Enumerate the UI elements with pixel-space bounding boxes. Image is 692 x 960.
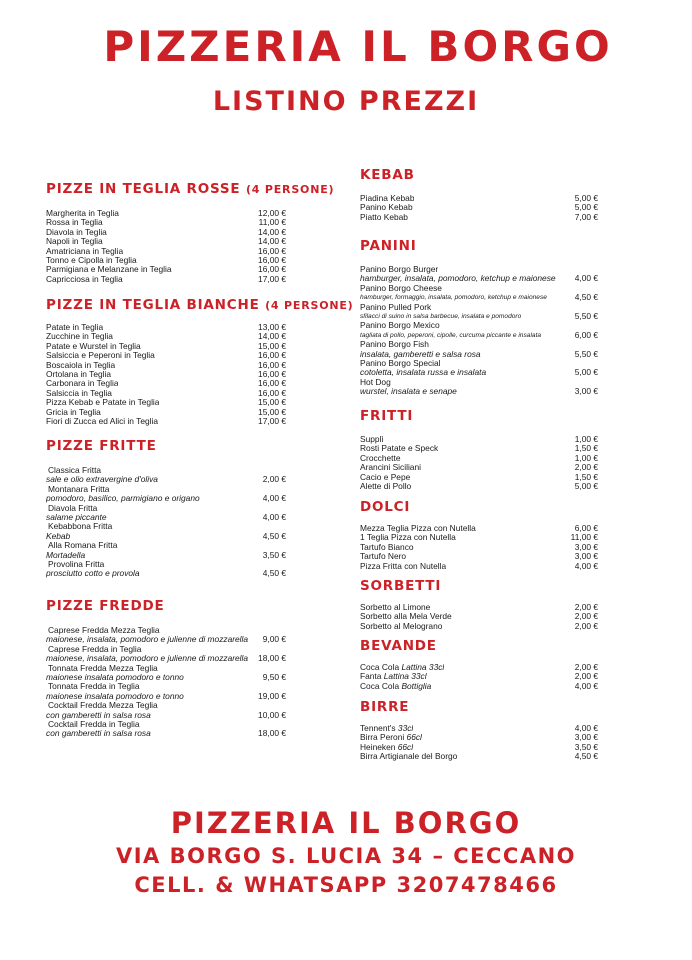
item-name: Zucchine in Teglia xyxy=(46,332,113,342)
item-price: 11,00 € xyxy=(258,217,286,228)
item-name: Napoli in Teglia xyxy=(46,237,103,247)
item-price: 5,50 € xyxy=(574,348,598,359)
item-price: 2,00 € xyxy=(574,671,598,682)
menu-item xyxy=(360,743,598,752)
item-name: Carbonara in Teglia xyxy=(46,379,119,389)
item-price: 18,00 € xyxy=(258,653,286,664)
item-price: 4,50 € xyxy=(574,751,598,762)
section-title: PIZZE IN TEGLIA BIANCHE (4 PERSONE) xyxy=(46,297,354,313)
item-price: 3,00 € xyxy=(574,551,598,562)
section-pizze-fredde xyxy=(46,597,286,739)
item-name: Coca Cola xyxy=(360,681,400,691)
item-name: Arancini Siciliani xyxy=(360,463,421,473)
item-name-group xyxy=(360,682,431,691)
item-price: 14,00 € xyxy=(258,236,286,247)
item-name: Heineken xyxy=(360,742,396,752)
item-description: con gamberetti in salsa rosa xyxy=(46,729,151,739)
item-description: maionese, insalata, pomodoro e julienne di mozzarella xyxy=(46,635,249,645)
item-price: 16,00 € xyxy=(258,350,286,361)
item-name: Tonnata Fredda Mezza Teglia xyxy=(48,662,158,673)
item-name: Fanta xyxy=(360,672,382,682)
item-name: Patate in Teglia xyxy=(46,322,104,332)
section-title: PIZZE FREDDE xyxy=(46,598,165,614)
menu-item xyxy=(46,408,286,417)
menu-item xyxy=(46,342,286,351)
item-price: 3,00 € xyxy=(574,541,598,552)
item-description: prosciutto cotto e provola xyxy=(46,569,140,579)
item-price: 16,00 € xyxy=(258,359,286,370)
item-price: 18,00 € xyxy=(258,728,286,739)
section-birre xyxy=(360,698,598,762)
item-price: 4,50 € xyxy=(262,530,286,541)
menu-item xyxy=(46,389,286,398)
item-price: 16,00 € xyxy=(258,264,286,275)
section-bevande xyxy=(360,637,598,691)
item-name: 1 Teglia Pizza con Nutella xyxy=(360,533,456,543)
item-name: Panino Borgo Mexico xyxy=(360,320,440,331)
item-description: hamburger, insalata, pomodoro, ketchup e maionese xyxy=(360,274,556,284)
item-description: cotoletta, insalata russa e insalata xyxy=(360,368,487,378)
item-description-row xyxy=(46,569,286,578)
item-description: con gamberetti in salsa rosa xyxy=(46,710,151,720)
item-name: Tartufo Nero xyxy=(360,552,407,562)
page-subtitle: LISTINO PREZZI xyxy=(212,86,480,117)
item-size: 66cl xyxy=(397,742,414,752)
item-price: 4,00 € xyxy=(574,560,598,571)
item-price: 9,00 € xyxy=(262,634,286,645)
item-price: 5,00 € xyxy=(574,202,598,213)
item-price: 7,00 € xyxy=(574,211,598,222)
section-sorbetti xyxy=(360,577,598,631)
item-price: 1,00 € xyxy=(574,433,598,444)
item-name: Patate e Wurstel in Teglia xyxy=(46,341,141,351)
menu-item xyxy=(360,752,598,761)
item-name: Alla Romana Fritta xyxy=(48,540,118,551)
item-price: 4,00 € xyxy=(262,511,286,522)
menu-item xyxy=(360,733,598,742)
item-name-group xyxy=(360,663,444,672)
item-description: sfilacci di suino in salsa barbecue, insalata e pomodoro xyxy=(360,312,522,320)
section-fritti xyxy=(360,407,598,491)
section-title: BEVANDE xyxy=(360,638,437,654)
menu-item xyxy=(46,256,286,265)
item-name: Birra Peroni xyxy=(360,733,405,743)
menu-item xyxy=(46,417,286,426)
section-title: FRITTI xyxy=(360,408,414,424)
section-pizze-teglia-rosse xyxy=(46,180,335,284)
section-kebab xyxy=(360,166,598,222)
menu-item xyxy=(360,194,598,203)
item-name: Rossa in Teglia xyxy=(46,218,103,228)
item-size: Bottiglia xyxy=(401,681,432,691)
item-price: 1,00 € xyxy=(574,452,598,463)
item-name: Margherita in Teglia xyxy=(46,208,119,218)
section-pizze-fritte xyxy=(46,437,286,579)
item-name: Cocktail Fredda Mezza Teglia xyxy=(48,700,158,711)
item-description: salame piccante xyxy=(46,512,107,522)
item-price: 3,50 € xyxy=(574,741,598,752)
item-name: Pizza Kebab e Patate in Teglia xyxy=(46,398,160,408)
footer-phone: CELL. & WHATSAPP 3207478466 xyxy=(134,873,558,897)
item-price: 2,00 € xyxy=(574,611,598,622)
item-price: 19,00 € xyxy=(258,690,286,701)
menu-item xyxy=(46,351,286,360)
item-name: Capricciosa in Teglia xyxy=(46,274,123,284)
menu-item xyxy=(360,663,598,672)
section-title: PIZZE IN TEGLIA ROSSE (4 PERSONE) xyxy=(46,181,335,197)
item-description: hamburger, formaggio, insalata, pomodoro, ketchup e maionese xyxy=(360,294,547,302)
item-name: Panino Borgo Special xyxy=(360,357,441,368)
item-description: maionese, insalata, pomodoro e julienne di mozzarella xyxy=(46,654,249,664)
item-name: Diavola Fritta xyxy=(48,502,98,513)
item-name: Tennent's xyxy=(360,723,396,733)
menu-item xyxy=(360,682,598,691)
item-price: 16,00 € xyxy=(258,368,286,379)
item-price: 16,00 € xyxy=(258,378,286,389)
menu-item xyxy=(360,444,598,453)
menu-item xyxy=(360,552,598,561)
item-name: Coca Cola xyxy=(360,662,400,672)
item-name: Pizza Fritta con Nutella xyxy=(360,561,447,571)
item-price: 5,00 € xyxy=(574,480,598,491)
item-name: Diavola in Teglia xyxy=(46,227,107,237)
item-name: Hot Dog xyxy=(360,376,391,387)
item-price: 16,00 € xyxy=(258,245,286,256)
menu-item xyxy=(360,603,598,612)
item-price: 15,00 € xyxy=(258,397,286,408)
item-description: tagliata di pollo, peperoni, cipolle, curcuma piccante e insalata xyxy=(360,331,542,339)
menu-item xyxy=(360,454,598,463)
item-price: 17,00 € xyxy=(258,415,286,426)
item-description: insalata, gamberetti e salsa rosa xyxy=(360,349,481,359)
item-name: Tonnata Fredda in Teglia xyxy=(48,681,140,692)
item-name: Gricia in Teglia xyxy=(46,407,101,417)
item-price: 15,00 € xyxy=(258,340,286,351)
section-title: KEBAB xyxy=(360,167,415,183)
item-description-row xyxy=(360,368,598,377)
item-price: 5,50 € xyxy=(574,310,598,321)
item-name: Sorbetto al Limone xyxy=(360,602,431,612)
item-name-group xyxy=(360,752,457,761)
item-price: 1,50 € xyxy=(574,471,598,482)
item-name: Ortolana in Teglia xyxy=(46,369,112,379)
item-price: 14,00 € xyxy=(258,226,286,237)
section-panini xyxy=(360,237,598,396)
item-price: 6,00 € xyxy=(574,329,598,340)
item-price: 3,00 € xyxy=(574,386,598,397)
item-price: 3,50 € xyxy=(262,549,286,560)
item-description: pomodoro, basilico, parmigiano e origano xyxy=(46,494,200,504)
item-name: Birra Artigianale del Borgo xyxy=(360,752,458,762)
menu-item xyxy=(46,209,286,218)
item-price: 1,50 € xyxy=(574,443,598,454)
menu-item xyxy=(46,275,286,284)
item-name: Panino Borgo Burger xyxy=(360,264,439,274)
item-price: 2,00 € xyxy=(574,661,598,672)
item-description: Kebab xyxy=(46,531,71,541)
item-name: Amatriciana in Teglia xyxy=(46,246,124,256)
item-name: Sorbetto alla Mela Verde xyxy=(360,612,452,622)
section-dolci xyxy=(360,498,598,571)
item-price: 4,00 € xyxy=(574,680,598,691)
menu-item xyxy=(46,370,286,379)
item-description: maionese insalata pomodoro e tonno xyxy=(46,691,184,701)
item-name: Rosti Patate e Speck xyxy=(360,444,439,454)
item-name: Salsiccia e Peperoni in Teglia xyxy=(46,351,155,361)
menu-item xyxy=(360,543,598,552)
item-name: Caprese Fredda in Teglia xyxy=(48,643,142,654)
section-title: BIRRE xyxy=(360,699,410,715)
item-price: 2,00 € xyxy=(574,462,598,473)
item-price: 4,00 € xyxy=(574,273,598,284)
item-name: Mezza Teglia Pizza con Nutella xyxy=(360,523,476,533)
item-description: Mortadella xyxy=(46,550,86,560)
item-name: Crocchette xyxy=(360,453,401,463)
item-name: Provolina Fritta xyxy=(48,558,105,569)
item-description: sale e olio extravergine d'oliva xyxy=(46,475,158,485)
item-price: 5,00 € xyxy=(574,367,598,378)
menu-item xyxy=(360,203,598,212)
menu-item xyxy=(46,323,286,332)
item-size: Lattina 33cl xyxy=(401,662,445,672)
item-name: Panino Pulled Pork xyxy=(360,301,432,312)
item-name: Salsiccia in Teglia xyxy=(46,388,112,398)
menu-item xyxy=(46,265,286,274)
item-name: Piatto Kebab xyxy=(360,212,408,222)
item-name: Classica Fritta xyxy=(48,465,102,475)
item-name-group xyxy=(360,672,427,681)
item-name: Panino Kebab xyxy=(360,203,413,213)
item-name: Cocktail Fredda in Teglia xyxy=(48,718,140,729)
item-name: Supplì xyxy=(360,434,384,444)
item-price: 17,00 € xyxy=(258,273,286,284)
section-title: PIZZE FRITTE xyxy=(46,438,157,454)
item-price: 12,00 € xyxy=(258,207,286,218)
menu-item xyxy=(360,482,598,491)
item-name: Panino Borgo Cheese xyxy=(360,282,442,293)
item-name: Caprese Fredda Mezza Teglia xyxy=(48,625,160,635)
item-name: Boscaiola in Teglia xyxy=(46,360,116,370)
footer-name: PIZZERIA IL BORGO xyxy=(170,806,522,840)
menu-item xyxy=(360,562,598,571)
item-name: Sorbetto al Melograno xyxy=(360,621,443,631)
menu-item xyxy=(46,379,286,388)
item-price: 15,00 € xyxy=(258,406,286,417)
item-name: Parmigiana e Melanzane in Teglia xyxy=(46,265,172,275)
item-name-group xyxy=(360,724,413,733)
menu-item xyxy=(46,228,286,237)
menu-item xyxy=(360,213,598,222)
menu-item xyxy=(360,533,598,542)
item-price: 5,00 € xyxy=(574,192,598,203)
item-description-row xyxy=(46,729,286,738)
page-title: PIZZERIA IL BORGO xyxy=(103,22,613,71)
item-price: 4,50 € xyxy=(262,568,286,579)
item-price: 4,00 € xyxy=(262,493,286,504)
item-price: 13,00 € xyxy=(258,321,286,332)
item-price: 16,00 € xyxy=(258,254,286,265)
item-price: 4,00 € xyxy=(574,722,598,733)
menu-item xyxy=(360,612,598,621)
menu-item xyxy=(360,524,598,533)
item-price: 14,00 € xyxy=(258,331,286,342)
item-name: Montanara Fritta xyxy=(48,483,110,494)
section-title: DOLCI xyxy=(360,499,411,515)
item-name: Cacio e Pepe xyxy=(360,472,411,482)
menu-item xyxy=(360,435,598,444)
item-price: 2,00 € xyxy=(262,474,286,485)
item-price: 10,00 € xyxy=(258,709,286,720)
item-name-group xyxy=(360,733,422,742)
menu-item xyxy=(46,398,286,407)
item-description: maionese insalata pomodoro e tonno xyxy=(46,672,184,682)
item-price: 2,00 € xyxy=(574,620,598,631)
item-name-group xyxy=(360,743,413,752)
menu-item xyxy=(360,473,598,482)
item-size: 66cl xyxy=(406,733,422,743)
item-price: 16,00 € xyxy=(258,387,286,398)
menu-item xyxy=(360,622,598,631)
item-name: Piadina Kebab xyxy=(360,193,415,203)
item-description-row xyxy=(360,387,598,396)
menu-item xyxy=(46,218,286,227)
item-name: Tonno e Cipolla in Teglia xyxy=(46,255,137,265)
item-price: 6,00 € xyxy=(574,522,598,533)
item-price: 11,00 € xyxy=(570,532,598,543)
item-name: Fiori di Zucca ed Alici in Teglia xyxy=(46,416,159,426)
menu-item xyxy=(46,247,286,256)
item-name: Tartufo Bianco xyxy=(360,542,414,552)
item-name: Panino Borgo Fish xyxy=(360,339,429,350)
item-price: 9,50 € xyxy=(262,671,286,682)
item-price: 4,50 € xyxy=(574,292,598,303)
item-price: 2,00 € xyxy=(574,601,598,612)
menu-item xyxy=(360,724,598,733)
section-title: SORBETTI xyxy=(360,578,442,594)
item-description: wurstel, insalata e senape xyxy=(360,387,457,397)
menu-item xyxy=(360,463,598,472)
item-price: 3,00 € xyxy=(574,732,598,743)
footer-address: VIA BORGO S. LUCIA 34 – CECCANO xyxy=(115,844,577,868)
menu-item xyxy=(46,332,286,341)
menu-item xyxy=(46,361,286,370)
item-name: Alette di Pollo xyxy=(360,481,412,491)
section-title: PANINI xyxy=(360,238,417,254)
menu-item xyxy=(46,237,286,246)
item-size: 33cl xyxy=(397,723,414,733)
menu-item xyxy=(360,672,598,681)
item-size: Lattina 33cl xyxy=(383,672,427,682)
item-name: Kebabbona Fritta xyxy=(48,521,113,532)
section-pizze-teglia-bianche xyxy=(46,296,354,426)
